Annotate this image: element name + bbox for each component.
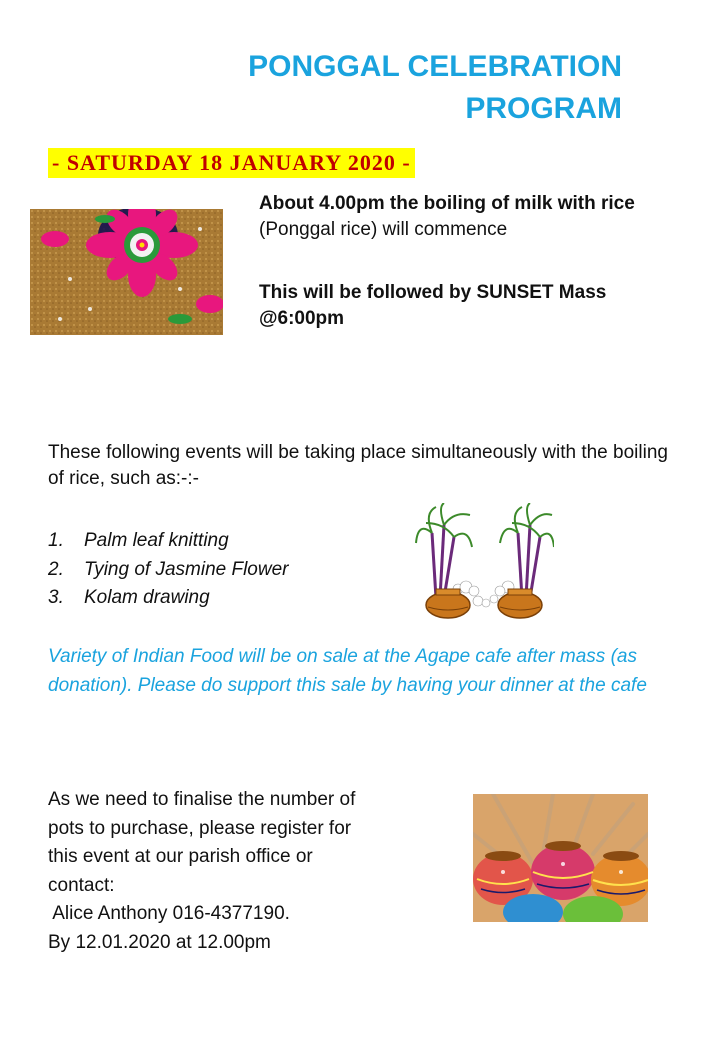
events-intro: These following events will be taking place simultaneously with the boiling of rice, such as:-:- [48,442,668,489]
list-item [48,556,289,585]
list-number: 1. [48,530,64,551]
kolam-image [30,209,223,335]
sugarcane-pots-image [414,503,554,621]
list-item [48,527,289,556]
milk-boiling-bold: About 4.00pm the boiling of milk with rice [259,193,635,214]
list-number: 2. [48,558,64,580]
contact-line: Alice Anthony 016-4377190. [48,903,290,924]
milk-boiling-rest: (Ponggal rice) will commence [259,219,508,240]
sunset-mass-text: This will be followed by SUNSET Mass @6:00pm [259,282,607,329]
events-list [48,527,289,613]
list-item [48,584,289,613]
title-line-2: PROGRAM [465,92,622,125]
milk-boiling-info [259,191,679,243]
register-line: As we need to finalise the number of [48,789,356,810]
food-sale-note: Variety of Indian Food will be on sale at the Agape cafe after mass (as donation). Please do support this sale by having your dinner at the cafe [48,646,647,696]
registration-info [48,786,448,957]
page-title [202,46,622,130]
clay-pots-image [473,794,648,922]
register-line: contact: [48,874,115,896]
list-label: Kolam drawing [84,587,210,608]
date-banner: - SATURDAY 18 JANUARY 2020 - [48,148,415,178]
list-label: Palm leaf knitting [84,530,229,551]
register-line: pots to purchase, please register for [48,817,352,839]
title-line-1: PONGGAL CELEBRATION [248,50,622,83]
sunset-mass-info [259,280,679,332]
list-number: 3. [48,587,64,608]
deadline-line: By 12.01.2020 at 12.00pm [48,931,271,953]
list-label: Tying of Jasmine Flower [84,558,289,580]
register-line: this event at our parish office or [48,846,313,867]
